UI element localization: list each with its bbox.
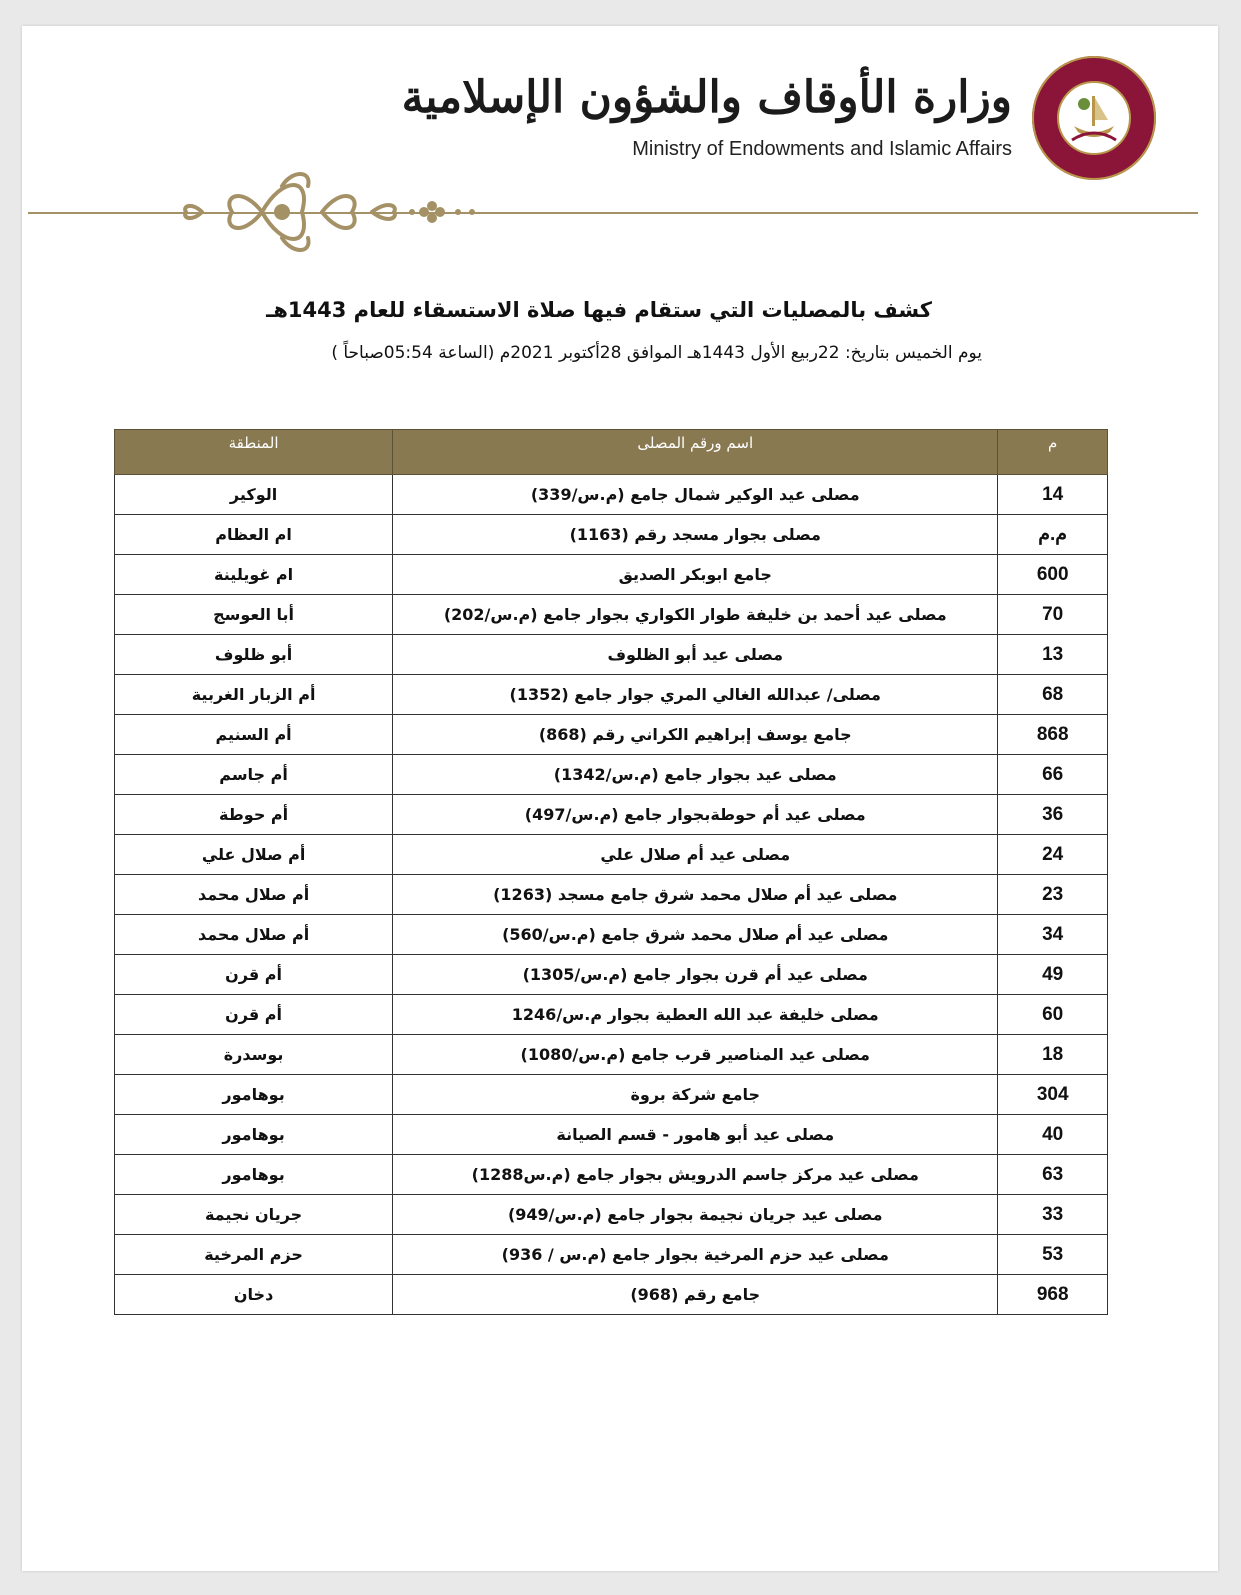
- cell-area: أم السنيم: [115, 715, 393, 755]
- cell-name: مصلى/ عبدالله الغالي المري جوار جامع (1352): [393, 675, 998, 715]
- table-row: [115, 555, 1108, 595]
- table-row: [115, 835, 1108, 875]
- cell-number: 18: [998, 1035, 1108, 1075]
- cell-area: ام غويلينة: [115, 555, 393, 595]
- letterhead: [22, 26, 1218, 286]
- table-row: [115, 715, 1108, 755]
- cell-area: الوكير: [115, 475, 393, 515]
- cell-name: مصلى عيد مركز جاسم الدرويش بجوار جامع (م.س1288): [393, 1155, 998, 1195]
- column-header-area: المنطقة: [115, 430, 393, 475]
- cell-name: جامع يوسف إبراهيم الكراني رقم (868): [393, 715, 998, 755]
- cell-area: أم صلال محمد: [115, 875, 393, 915]
- table-row: [115, 795, 1108, 835]
- state-of-qatar-emblem-icon: [1032, 56, 1156, 180]
- cell-area: أبو ظلوف: [115, 635, 393, 675]
- cell-area: أم قرن: [115, 955, 393, 995]
- cell-name: مصلى عيد أبو هامور - قسم الصيانة: [393, 1115, 998, 1155]
- cell-number: 968: [998, 1275, 1108, 1315]
- cell-number: 34: [998, 915, 1108, 955]
- cell-number: 23: [998, 875, 1108, 915]
- cell-number: 68: [998, 675, 1108, 715]
- cell-area: ام العظام: [115, 515, 393, 555]
- cell-area: أم قرن: [115, 995, 393, 1035]
- cell-number: 53: [998, 1235, 1108, 1275]
- cell-area: دخان: [115, 1275, 393, 1315]
- table-header-row: [115, 430, 1108, 475]
- document-title: كشف بالمصليات التي ستقام فيها صلاة الاستسقاء للعام 1443هـ: [266, 298, 932, 322]
- cell-name: مصلى عيد بجوار جامع (م.س/1342): [393, 755, 998, 795]
- table-row: [115, 875, 1108, 915]
- cell-name: مصلى عيد جريان نجيمة بجوار جامع (م.س/949): [393, 1195, 998, 1235]
- column-header-number: م: [998, 430, 1108, 475]
- cell-name: مصلى عيد أم صلال علي: [393, 835, 998, 875]
- table-row: [115, 595, 1108, 635]
- prayer-sites-table: [114, 429, 1108, 1315]
- cell-area: حزم المرخية: [115, 1235, 393, 1275]
- table-row: [115, 1035, 1108, 1075]
- cell-area: أم صلال محمد: [115, 915, 393, 955]
- cell-number: 14: [998, 475, 1108, 515]
- table-row: [115, 1275, 1108, 1315]
- cell-number: 600: [998, 555, 1108, 595]
- document-page: [22, 26, 1218, 1571]
- cell-area: جريان نجيمة: [115, 1195, 393, 1235]
- cell-number: 40: [998, 1115, 1108, 1155]
- cell-area: أم الزبار الغربية: [115, 675, 393, 715]
- arabesque-ornament-icon: [162, 166, 502, 266]
- cell-number: 33: [998, 1195, 1108, 1235]
- cell-number: 304: [998, 1075, 1108, 1115]
- cell-name: جامع رقم (968): [393, 1275, 998, 1315]
- cell-name: جامع ابوبكر الصديق: [393, 555, 998, 595]
- ministry-english-name: Ministry of Endowments and Islamic Affairs: [632, 138, 1012, 160]
- cell-name: مصلى عيد أحمد بن خليفة طوار الكواري بجوار جامع (م.س/202): [393, 595, 998, 635]
- table-row: [115, 1115, 1108, 1155]
- cell-name: مصلى عيد أم حوطةبجوار جامع (م.س/497): [393, 795, 998, 835]
- cell-number: 60: [998, 995, 1108, 1035]
- table-row: [115, 1195, 1108, 1235]
- table-row: [115, 1155, 1108, 1195]
- cell-name: جامع شركة بروة: [393, 1075, 998, 1115]
- table-row: [115, 1075, 1108, 1115]
- cell-area: بوهامور: [115, 1075, 393, 1115]
- cell-number: 24: [998, 835, 1108, 875]
- table-row: [115, 675, 1108, 715]
- cell-name: مصلى عيد أبو الظلوف: [393, 635, 998, 675]
- ministry-arabic-name: وزارة الأوقاف والشؤون الإسلامية: [401, 72, 1012, 123]
- cell-name: مصلى خليفة عبد الله العطية بجوار م.س/1246: [393, 995, 998, 1035]
- cell-area: بوسدرة: [115, 1035, 393, 1075]
- cell-number: م.م: [998, 515, 1108, 555]
- cell-number: 868: [998, 715, 1108, 755]
- cell-name: مصلى عيد أم صلال محمد شرق جامع مسجد (1263): [393, 875, 998, 915]
- column-header-name: اسم ورقم المصلى: [393, 430, 998, 475]
- cell-number: 49: [998, 955, 1108, 995]
- document-date-line: يوم الخميس بتاريخ: 22ربيع الأول 1443هـ الموافق 28أكتوبر 2021م (الساعة 05:54صباحاً ): [331, 343, 982, 363]
- cell-area: بوهامور: [115, 1115, 393, 1155]
- cell-area: أم صلال علي: [115, 835, 393, 875]
- cell-number: 36: [998, 795, 1108, 835]
- table-row: [115, 475, 1108, 515]
- cell-number: 63: [998, 1155, 1108, 1195]
- cell-name: مصلى عيد حزم المرخية بجوار جامع (م.س / 936): [393, 1235, 998, 1275]
- table-row: [115, 515, 1108, 555]
- table-row: [115, 955, 1108, 995]
- table-body: [115, 475, 1108, 1315]
- cell-number: 70: [998, 595, 1108, 635]
- cell-number: 13: [998, 635, 1108, 675]
- cell-name: مصلى عيد أم قرن بجوار جامع (م.س/1305): [393, 955, 998, 995]
- table-row: [115, 995, 1108, 1035]
- table-row: [115, 915, 1108, 955]
- cell-name: مصلى عيد الوكير شمال جامع (م.س/339): [393, 475, 998, 515]
- cell-name: مصلى بجوار مسجد رقم (1163): [393, 515, 998, 555]
- cell-area: أم حوطة: [115, 795, 393, 835]
- cell-area: أم جاسم: [115, 755, 393, 795]
- cell-area: أبا العوسج: [115, 595, 393, 635]
- cell-name: مصلى عيد أم صلال محمد شرق جامع (م.س/560): [393, 915, 998, 955]
- table-row: [115, 1235, 1108, 1275]
- cell-number: 66: [998, 755, 1108, 795]
- cell-name: مصلى عيد المناصير قرب جامع (م.س/1080): [393, 1035, 998, 1075]
- cell-area: بوهامور: [115, 1155, 393, 1195]
- table-row: [115, 755, 1108, 795]
- table-row: [115, 635, 1108, 675]
